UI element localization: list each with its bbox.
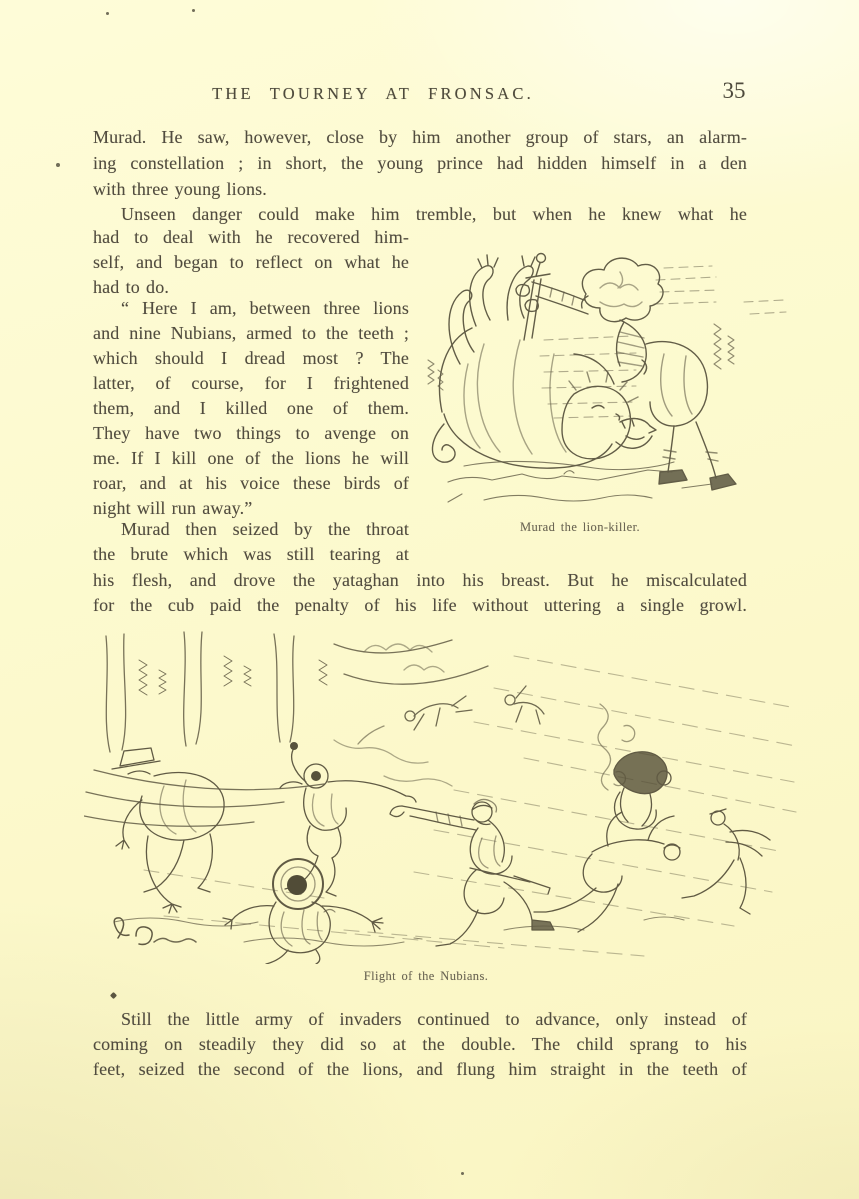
paragraph-4-full: [93, 568, 747, 618]
paragraph-2-first-line: [93, 202, 747, 227]
paragraph-1: [93, 124, 747, 202]
boot: [710, 474, 736, 490]
text-line: self, and began to reflect on what he: [93, 252, 409, 272]
dagger-pommel: [537, 254, 546, 263]
flight-engraving: [84, 630, 798, 964]
fleeing-figure-hat: [112, 748, 224, 913]
fleeing-figure-sprawled: [534, 812, 680, 932]
trees: [84, 632, 488, 826]
fleeing-figure-diver: [614, 752, 671, 829]
paragraph-4-wrap: [93, 517, 409, 567]
text-line: night will run away.”: [93, 498, 253, 518]
lion-fight-engraving: [424, 244, 800, 516]
text-line: latter, of course, for I frightened: [93, 373, 409, 393]
text-line: had to deal with he recovered him-: [93, 227, 409, 247]
ink-speck: [110, 992, 117, 999]
text-line: Unseen danger could make him tremble, but when he knew what he: [121, 204, 747, 224]
text-line: the brute which was still tearing at: [93, 544, 409, 564]
text-line: “ Here I am, between three lions: [121, 298, 409, 318]
distant-runners: [358, 686, 544, 744]
text-line: roar, and at his voice these birds of: [93, 473, 409, 493]
text-line: They have two things to avenge on: [93, 423, 409, 443]
caption-lion-fight: Murad the lion-killer.: [519, 520, 641, 534]
text-line: coming on steadily they did so at the double. The child sprang to his: [93, 1034, 747, 1054]
text-line: which should I dread most ? The: [93, 348, 409, 368]
text-line: Murad. He saw, however, close by him another group of stars, an alarm-: [93, 127, 747, 147]
fleeing-figure-right: [682, 809, 770, 914]
ground-squiggles: [114, 910, 684, 947]
text-line: feet, seized the second of the lions, and flung him straight in the teeth of: [93, 1059, 747, 1079]
text-line: with three young lions.: [93, 179, 267, 199]
text-line: and nine Nubians, armed to the teeth ;: [93, 323, 409, 343]
ink-speck: [106, 12, 109, 15]
text-line: them, and I killed one of them.: [93, 398, 409, 418]
illustration-lion-fight: [424, 244, 800, 516]
fleeing-figure-turban: [223, 859, 383, 964]
fleeing-figure-runner: [390, 799, 554, 946]
illustration-flight: [84, 630, 798, 964]
text-line: for the cub paid the penalty of his life without uttering a single growl.: [93, 595, 747, 615]
ink-speck: [461, 1172, 464, 1175]
ink-speck: [56, 163, 60, 167]
ink-speck: [192, 9, 195, 12]
text-line: ing constellation ; in short, the young prince had hidden himself in a den: [93, 153, 747, 173]
running-header: THE TOURNEY AT FRONSAC.: [212, 84, 534, 103]
page-number: 35: [722, 78, 746, 103]
boot: [659, 470, 687, 484]
paragraph-5: [93, 1007, 747, 1082]
text-line: Murad then seized by the throat: [121, 519, 409, 539]
text-line: his flesh, and drove the yataghan into his breast. But he miscalculated: [93, 570, 747, 590]
fleeing-figure-helmet: [280, 742, 416, 896]
zigzag-hatch: [428, 324, 734, 390]
paragraph-3: [93, 296, 409, 521]
text-line: had to do.: [93, 277, 169, 297]
paragraph-2-wrap: [93, 225, 409, 300]
caption-flight: Flight of the Nubians.: [363, 969, 489, 983]
text-line: me. If I kill one of the lions he will: [93, 448, 409, 468]
text-line: Still the little army of invaders continued to advance, only instead of: [121, 1009, 747, 1029]
